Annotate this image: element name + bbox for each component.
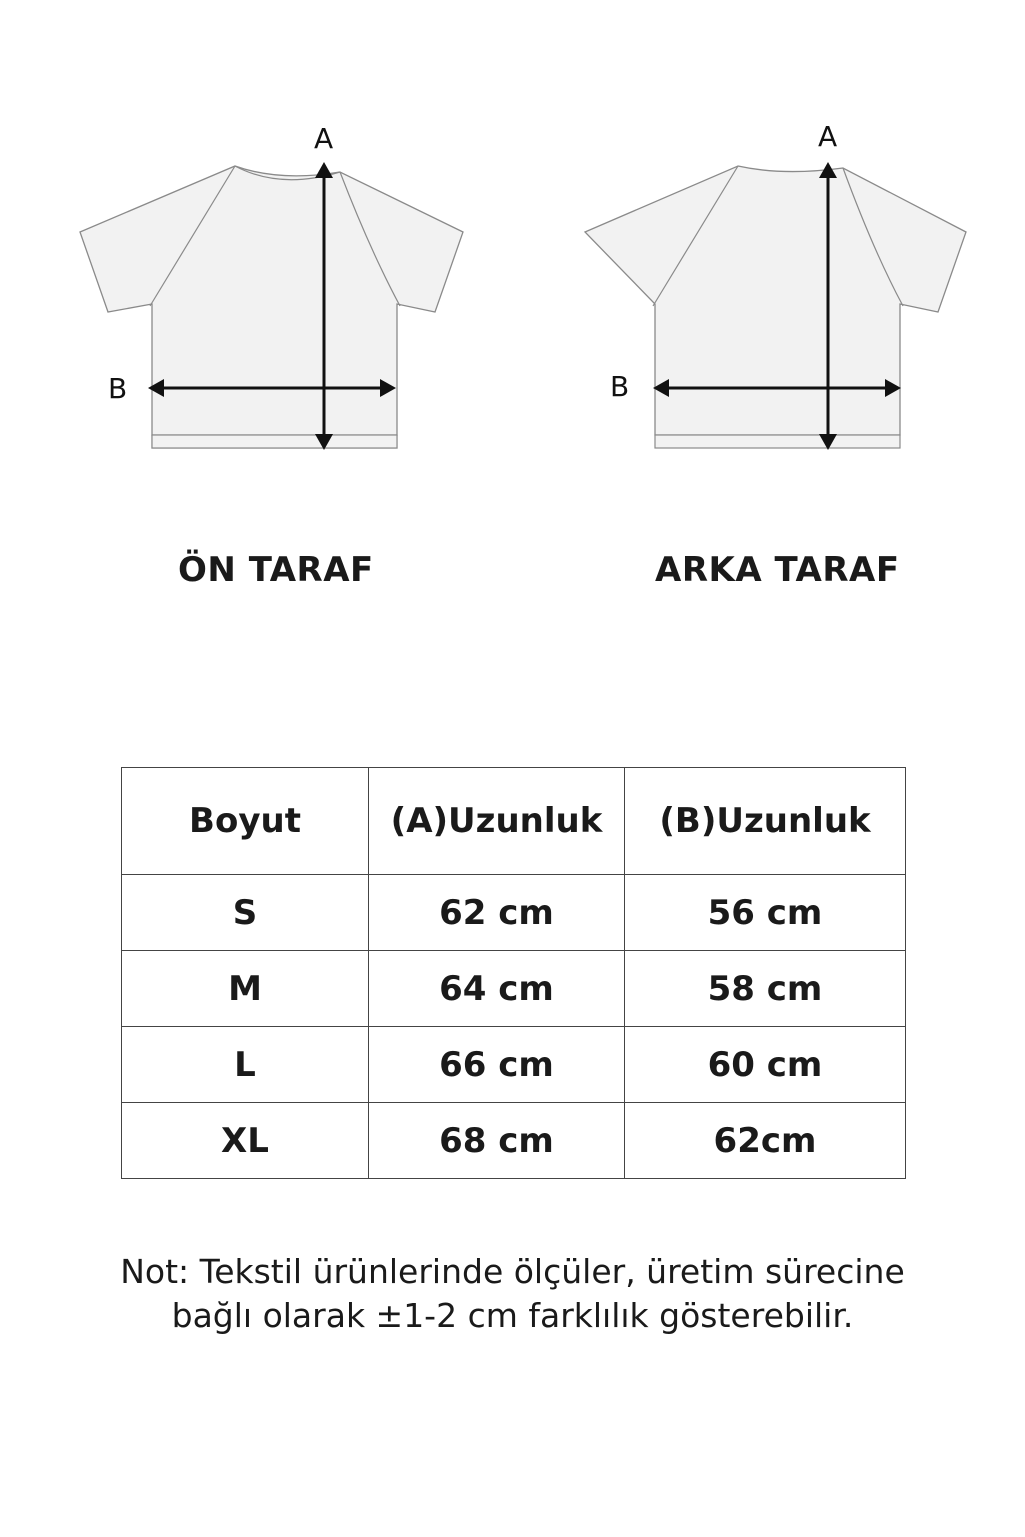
tolerance-note [0, 1250, 1025, 1338]
size-cell: XL [122, 1103, 369, 1179]
size-chart-table [121, 767, 906, 1179]
length-b-cell: 60 cm [625, 1027, 906, 1103]
tshirt-outline [80, 166, 463, 435]
table-row [122, 1027, 906, 1103]
note-line-2: bağlı olarak ±1-2 cm farklılık gösterebilir. [171, 1296, 854, 1335]
label-a: A [818, 120, 838, 153]
header-length-b: (B)Uzunluk [625, 768, 906, 875]
table-header-row [122, 768, 906, 875]
front-shirt-svg [70, 110, 490, 470]
length-b-cell: 58 cm [625, 951, 906, 1027]
front-shirt-diagram [70, 110, 490, 470]
note-line-1: Not: Tekstil ürünlerinde ölçüler, üretim sürecine [120, 1252, 905, 1291]
length-b-cell: 62cm [625, 1103, 906, 1179]
header-size: Boyut [122, 768, 369, 875]
label-b: B [108, 372, 128, 405]
table-row [122, 1103, 906, 1179]
front-side-title: ÖN TARAF [178, 550, 374, 590]
back-shirt-diagram [573, 110, 993, 470]
back-side-title: ARKA TARAF [655, 550, 900, 590]
size-cell: S [122, 875, 369, 951]
length-a-cell: 64 cm [369, 951, 625, 1027]
length-a-cell: 68 cm [369, 1103, 625, 1179]
tshirt-outline [585, 166, 966, 435]
header-length-a: (A)Uzunluk [369, 768, 625, 875]
length-a-cell: 66 cm [369, 1027, 625, 1103]
size-cell: L [122, 1027, 369, 1103]
size-cell: M [122, 951, 369, 1027]
length-a-cell: 62 cm [369, 875, 625, 951]
table-row [122, 875, 906, 951]
back-shirt-svg [573, 110, 993, 470]
table-row [122, 951, 906, 1027]
length-b-cell: 56 cm [625, 875, 906, 951]
label-b: B [610, 370, 630, 403]
label-a: A [314, 122, 334, 155]
